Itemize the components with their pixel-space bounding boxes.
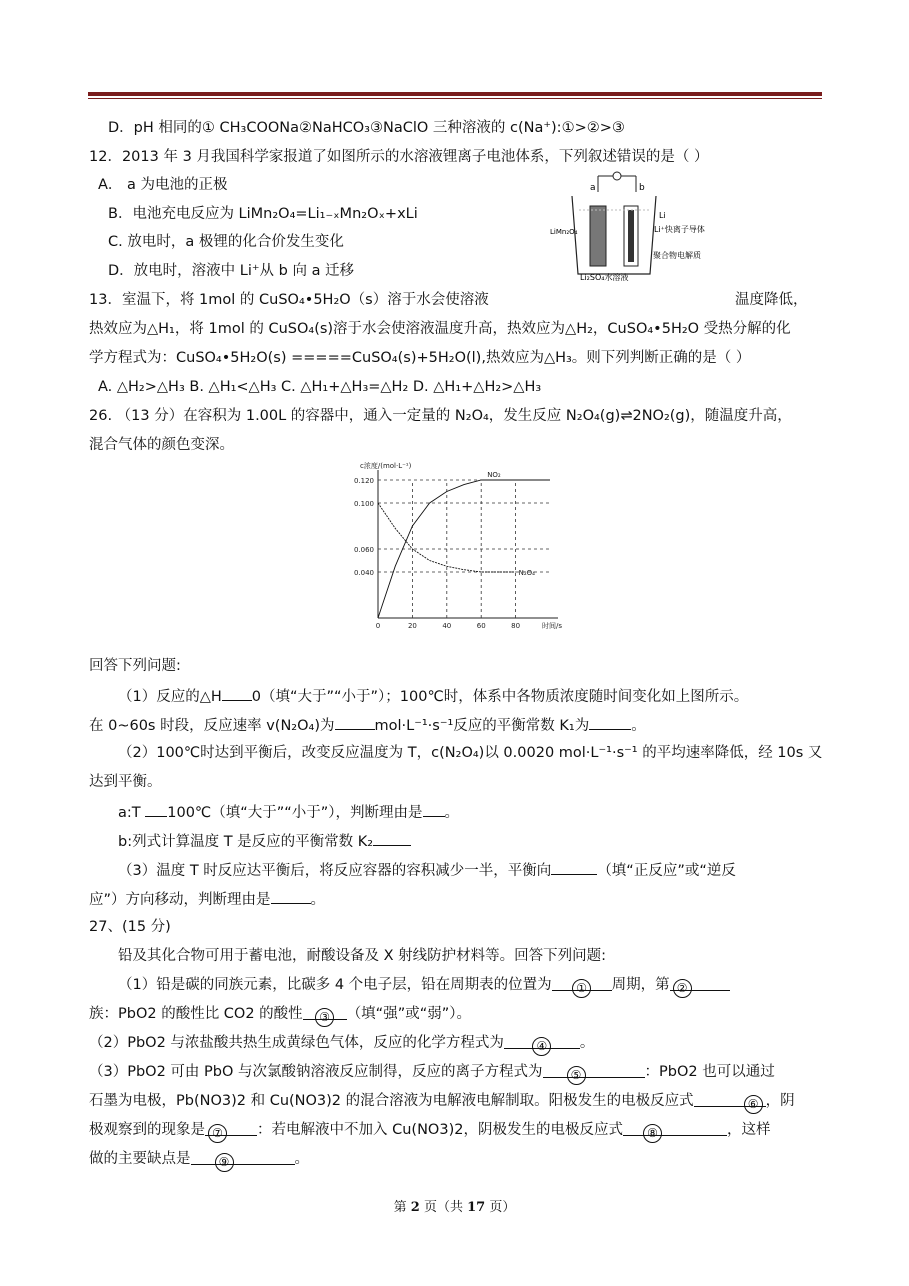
blank[interactable] xyxy=(589,715,631,730)
x-axis-label: 时间/s xyxy=(542,622,563,630)
page-footer xyxy=(0,1196,909,1215)
series-label: N₂O₄ xyxy=(518,569,535,577)
q27-p1-text-c: 族：PbO2 的酸性比 CO2 的酸性 xyxy=(89,1006,303,1022)
q26-p3-line2 xyxy=(89,889,325,909)
q27-p3-text-a: （3）PbO2 可由 PbO 与次氯酸钠溶液反应制得，反应的离子方程式为 xyxy=(89,1064,543,1080)
q27-p3-text-f: ：若电解液中不加入 Cu(NO3)2，阴极发生的电极反应式 xyxy=(257,1122,623,1138)
x-tick-label: 80 xyxy=(511,622,521,630)
q27-p3-line1 xyxy=(89,1063,775,1081)
footer-mid: 页（共 xyxy=(419,1200,468,1215)
blank-8[interactable] xyxy=(623,1121,727,1140)
electrode-a xyxy=(590,206,606,266)
q12-option-d: D．放电时，溶液中 Li⁺从 b 向 a 迁移 xyxy=(108,263,355,279)
q26-p1-text-b: 0（填“大于”“小于”）；100℃时，体系中各物质浓度随时间变化如上图所示。 xyxy=(251,689,749,705)
mark-4: ④ xyxy=(532,1037,551,1056)
blank[interactable] xyxy=(373,831,411,846)
mark-5: ⑤ xyxy=(567,1066,586,1085)
concentration-chart xyxy=(340,460,570,636)
header-rule xyxy=(88,92,822,96)
y-tick-label: 0.100 xyxy=(353,500,374,508)
y-tick-label: 0.120 xyxy=(353,477,374,485)
blank-5[interactable] xyxy=(543,1063,645,1082)
q26-p1-text-e: 。 xyxy=(631,718,646,734)
q27-p2-text-a: （2）PbO2 与浓盐酸共热生成黄绿色气体，反应的化学方程式为 xyxy=(89,1035,504,1051)
header-rule-thin xyxy=(88,98,822,99)
q27-p2-text-b: 。 xyxy=(579,1035,595,1051)
q27-p3-text-h: 做的主要缺点是 xyxy=(89,1151,191,1167)
q27-p1-line1 xyxy=(118,976,730,994)
mark-3: ③ xyxy=(315,1008,334,1027)
blank-7[interactable] xyxy=(205,1121,257,1140)
mark-2: ② xyxy=(673,979,692,998)
y-axis-label: c浓度/(mol·L⁻¹) xyxy=(360,462,412,470)
q12-stem: 12．2013 年 3 月我国科学家报道了如图所示的水溶液锂离子电池体系，下列叙述错误的是（ ） xyxy=(89,149,709,165)
q12-option-b: B．电池充电反应为 LiMn₂O₄=Li₁₋ₓMn₂Oₓ+xLi xyxy=(108,206,418,222)
q26-answer-intro: 回答下列问题: xyxy=(89,658,181,674)
q27-intro: 铅及其化合物可用于蓄电池，耐酸设备及 X 射线防护材料等。回答下列问题: xyxy=(118,948,607,964)
q27-p3-text-b: ：PbO2 也可以通过 xyxy=(644,1064,775,1080)
q26-p2-a-text3: 。 xyxy=(444,805,460,821)
q26-p2-b-text: b:列式计算温度 T 是反应的平衡常数 K₂ xyxy=(118,834,374,850)
q27-p1-text-d: （填“强”或“弱”）。 xyxy=(346,1006,471,1022)
bulb-icon xyxy=(613,172,621,180)
blank[interactable] xyxy=(551,860,597,875)
beaker xyxy=(572,196,656,274)
label-a: a xyxy=(590,183,596,193)
blank-2[interactable] xyxy=(670,976,730,995)
footer-pre: 第 xyxy=(393,1200,411,1215)
q26-p1-text-a: （1）反应的△H xyxy=(118,689,222,705)
q12-option-c: C. 放电时，a 极锂的化合价发生变化 xyxy=(108,234,344,250)
y-tick-label: 0.060 xyxy=(353,546,374,554)
q13-line1: 13．室温下，将 1mol 的 CuSO₄•5H₂O（s）溶于水会使溶液 xyxy=(89,292,489,308)
x-tick-label: 0 xyxy=(375,622,381,630)
q27-p1-text-a: （1）铅是碳的同族元素，比碳多 4 个电子层，铅在周期表的位置为 xyxy=(118,977,552,993)
q26-p1-line1 xyxy=(118,686,748,706)
q27-p2 xyxy=(89,1034,594,1052)
mark-6: ⑥ xyxy=(744,1095,763,1114)
q13-options: A. △H₂>△H₃ B. △H₁<△H₃ C. △H₁+△H₃=△H₂ D. △H₁+△H₂>△H₃ xyxy=(98,379,542,395)
label-solution: Li₂SO₄水溶液 xyxy=(580,273,629,282)
q27-p3-text-d: ，阴 xyxy=(765,1093,795,1109)
mark-7: ⑦ xyxy=(208,1124,227,1143)
electrode-b-li xyxy=(628,210,634,262)
q26-p3-text-b: （填“正反应”或“逆反 xyxy=(597,863,736,879)
q26-p3-text-a: （3）温度 T 时反应达平衡后，将反应容器的容积减少一半，平衡向 xyxy=(118,863,552,879)
q12-option-a: A． a 为电池的正极 xyxy=(98,177,228,193)
q27-head: 27、(15 分) xyxy=(89,919,171,935)
q26-p3-text-c: 应”）方向移动，判断理由是 xyxy=(89,892,271,908)
blank-1[interactable] xyxy=(552,976,612,995)
blank[interactable] xyxy=(145,802,167,817)
q26-p2-b xyxy=(118,831,411,851)
label-b: b xyxy=(639,183,645,193)
series-label: NO₂ xyxy=(487,471,501,479)
q27-p3-text-g: ，这样 xyxy=(726,1122,771,1138)
q26-p3-text-d: 。 xyxy=(310,892,326,908)
q26-p3-line1 xyxy=(118,860,736,880)
label-polymer: 聚合物电解质 xyxy=(653,251,701,260)
label-li: Li xyxy=(659,211,666,220)
q27-p3-line3 xyxy=(89,1121,770,1139)
mark-1: ① xyxy=(572,979,591,998)
q13-line3: 学方程式为：CuSO₄•5H₂O(s) =====CuSO₄(s)+5H₂O(l),热效应为△H₃。则下列判断正确的是（ ） xyxy=(89,350,751,366)
blank-4[interactable] xyxy=(504,1034,580,1053)
q27-p3-line4 xyxy=(89,1150,309,1168)
x-tick-label: 40 xyxy=(442,622,452,630)
blank[interactable] xyxy=(222,686,252,701)
q26-p1-text-d: mol·L⁻¹·s⁻¹反应的平衡常数 K₁为 xyxy=(374,718,590,734)
q27-p3-text-i: 。 xyxy=(294,1151,309,1167)
footer-total-pages: 17 xyxy=(467,1200,486,1215)
q27-p3-text-c: 石墨为电极，Pb(NO3)2 和 Cu(NO3)2 的混合溶液为电解液电解制取。阳极发生的电极反应式 xyxy=(89,1093,694,1109)
q13-line2: 热效应为△H₁，将 1mol 的 CuSO₄(s)溶于水会使溶液温度升高，热效应为△H₂，CuSO₄•5H₂O 受热分解的化 xyxy=(89,321,791,337)
q27-p3-text-e: 极观察到的现象是 xyxy=(89,1122,205,1138)
label-limn2o4: LiMn₂O₄ xyxy=(550,228,578,236)
blank[interactable] xyxy=(335,715,375,730)
mark-8: ⑧ xyxy=(643,1124,662,1143)
q27-p3-line2 xyxy=(89,1092,795,1110)
q27-p1-line2 xyxy=(89,1005,471,1023)
footer-page-number: 2 xyxy=(410,1200,420,1215)
x-tick-label: 20 xyxy=(407,622,417,630)
x-tick-label: 60 xyxy=(476,622,486,630)
q26-p1-text-c: 在 0~60s 时段，反应速率 v(N₂O₄)为 xyxy=(89,718,335,734)
q26-p2-a xyxy=(118,802,459,822)
blank-6[interactable] xyxy=(694,1092,766,1111)
footer-post: 页） xyxy=(485,1200,516,1215)
mark-9: ⑨ xyxy=(215,1153,234,1172)
q26-line1: 26. （13 分）在容积为 1.00L 的容器中，通入一定量的 N₂O₄，发生反应 N₂O₄(g)⇌2NO₂(g)，随温度升高， xyxy=(89,408,792,424)
q13-line1-end: 温度降低， xyxy=(735,292,808,308)
q26-p2-a-text1: a:T xyxy=(118,805,146,821)
q26-p2-line1: （2）100℃时达到平衡后，改变反应温度为 T，c(N₂O₄)以 0.0020 mol·L⁻¹·s⁻¹ 的平均速率降低，经 10s 又 xyxy=(118,745,823,761)
q11-option-d: D．pH 相同的① CH₃COONa②NaHCO₃③NaClO 三种溶液的 c(Na⁺):①>②>③ xyxy=(108,120,625,136)
q26-p1-line2 xyxy=(89,715,646,735)
q26-p2-line2: 达到平衡。 xyxy=(89,774,162,790)
blank[interactable] xyxy=(423,802,445,817)
blank[interactable] xyxy=(271,889,311,904)
q26-p2-a-text2: 100℃（填“大于”“小于”），判断理由是 xyxy=(167,805,423,821)
y-tick-label: 0.040 xyxy=(353,569,374,577)
blank-3[interactable] xyxy=(303,1005,347,1024)
blank-9[interactable] xyxy=(191,1150,295,1169)
label-membrane: Li⁺快离子导体 xyxy=(654,225,705,234)
q26-line2: 混合气体的颜色变深。 xyxy=(89,437,234,453)
q27-p1-text-b: 周期，第 xyxy=(611,977,670,993)
battery-diagram xyxy=(550,170,710,282)
